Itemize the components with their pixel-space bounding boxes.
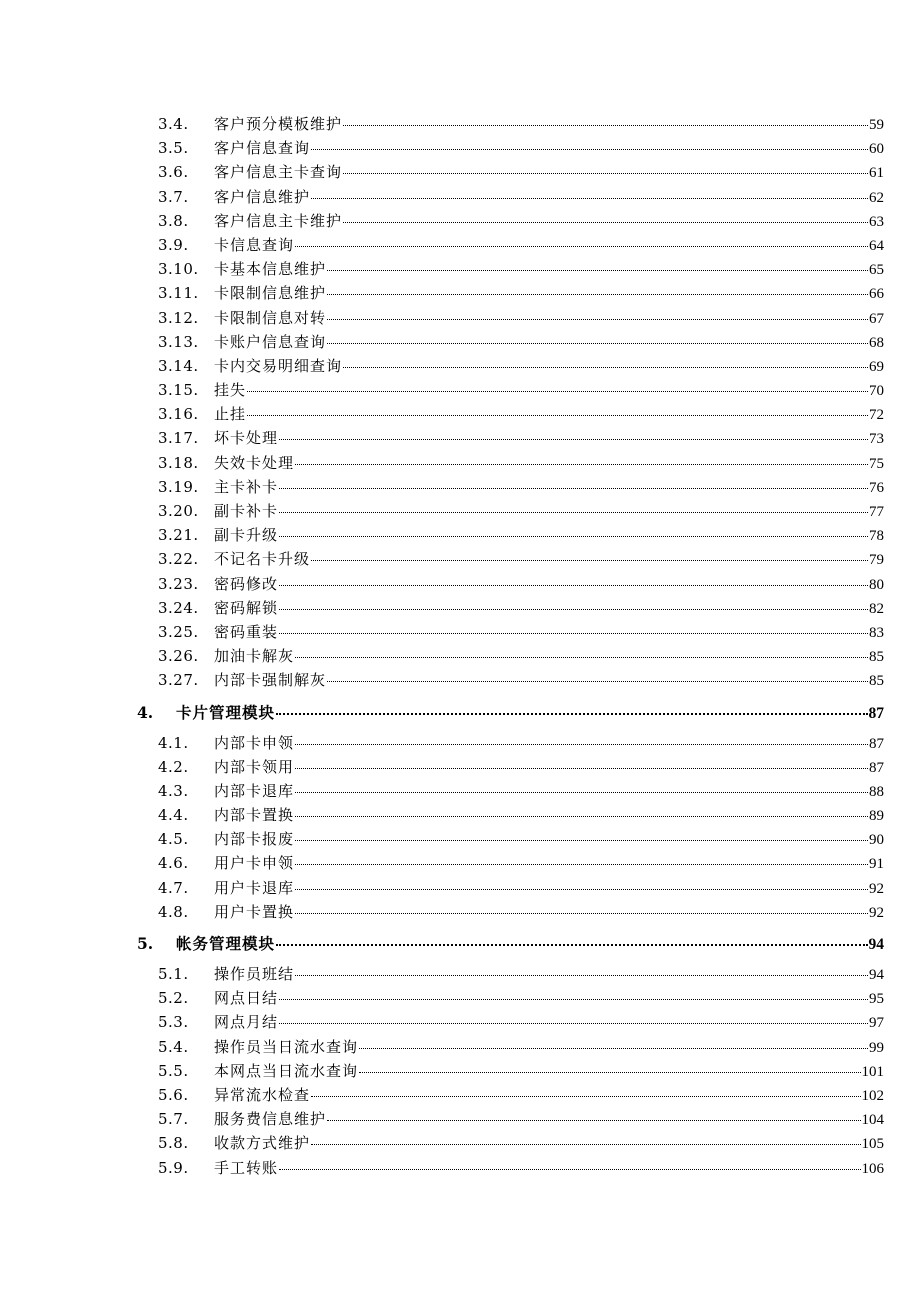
dot-leader [295, 657, 868, 658]
entry-number: 3.6. [158, 163, 189, 182]
entry-number: 3.10. [158, 260, 199, 279]
entry-page: 83 [869, 624, 884, 641]
entry-number: 3.19. [158, 477, 199, 496]
entry-title: 密码重装 [214, 622, 279, 641]
entry-number: 3.17. [158, 429, 199, 448]
entry-page: 105 [861, 1136, 884, 1153]
toc-entry[interactable] [0, 755, 920, 779]
entry-number: 3.8. [158, 211, 189, 230]
dot-leader [295, 792, 868, 793]
dot-leader [295, 889, 868, 890]
entry-title: 坏卡处理 [214, 429, 279, 448]
dot-leader [327, 294, 868, 295]
dot-leader [295, 768, 868, 769]
toc-entry[interactable] [0, 962, 920, 986]
entry-title: 用户卡申领 [214, 854, 295, 873]
toc-entry[interactable] [0, 986, 920, 1010]
entry-title: 客户信息主卡查询 [214, 163, 343, 182]
entry-page: 104 [861, 1112, 884, 1129]
toc-entry[interactable] [0, 827, 920, 851]
toc-entry[interactable] [0, 523, 920, 547]
entry-title: 主卡补卡 [214, 477, 279, 496]
entry-number: 5.5. [158, 1061, 189, 1080]
entry-number: 3.27. [158, 671, 199, 690]
entry-title: 用户卡置换 [214, 902, 295, 921]
entry-title: 卡基本信息维护 [214, 260, 327, 279]
toc-entry[interactable] [0, 475, 920, 499]
toc-entry[interactable] [0, 547, 920, 571]
entry-title: 挂失 [214, 381, 247, 400]
entry-title: 密码修改 [214, 574, 279, 593]
section-5-entries [0, 962, 920, 1180]
dot-leader [279, 439, 868, 440]
dot-leader [247, 415, 868, 416]
entry-number: 3.15. [158, 381, 199, 400]
entry-number: 3.13. [158, 332, 199, 351]
dot-leader [311, 198, 868, 199]
entry-page: 66 [869, 286, 884, 303]
dot-leader [279, 536, 868, 537]
toc-entry[interactable] [0, 803, 920, 827]
entry-page: 97 [869, 1015, 884, 1032]
entry-number: 4.8. [158, 902, 189, 921]
entry-page: 82 [869, 600, 884, 617]
toc-entry[interactable] [0, 136, 920, 160]
toc-entry[interactable] [0, 451, 920, 475]
toc-entry[interactable] [0, 499, 920, 523]
toc-entry[interactable] [0, 378, 920, 402]
toc-entry[interactable] [0, 185, 920, 209]
toc-entry[interactable] [0, 620, 920, 644]
toc-entry[interactable] [0, 900, 920, 924]
entry-page: 94 [869, 967, 884, 983]
toc-entry[interactable] [0, 572, 920, 596]
entry-page: 67 [869, 310, 884, 327]
entry-number: 5.2. [158, 989, 189, 1008]
entry-page: 88 [869, 783, 884, 800]
entry-page: 90 [869, 832, 884, 849]
chapter-page: 94 [868, 936, 884, 953]
entry-page: 102 [861, 1087, 884, 1104]
dot-leader [247, 391, 868, 392]
entry-title: 客户信息查询 [214, 139, 311, 158]
chapter-title: 卡片管理模块 [176, 702, 276, 722]
dot-leader [279, 609, 868, 610]
entry-number: 5.7. [158, 1110, 189, 1129]
entry-title: 用户卡退库 [214, 878, 295, 897]
entry-title: 操作员当日流水查询 [214, 1037, 359, 1056]
entry-number: 3.12. [158, 308, 199, 327]
entry-page: 92 [869, 904, 884, 921]
entry-page: 92 [869, 880, 884, 897]
dot-leader [359, 1072, 860, 1073]
entry-number: 5.4. [158, 1037, 189, 1056]
entry-title: 网点月结 [214, 1013, 279, 1032]
toc-entry[interactable] [0, 233, 920, 257]
entry-number: 3.20. [158, 502, 199, 520]
chapter-page: 87 [868, 704, 884, 722]
dot-leader [359, 1048, 868, 1049]
dot-leader [311, 1096, 860, 1097]
entry-number: 3.4. [158, 115, 189, 133]
entry-page: 87 [869, 735, 884, 752]
entry-title: 卡账户信息查询 [214, 332, 327, 351]
dot-leader [343, 222, 868, 223]
entry-number: 3.5. [158, 139, 189, 158]
chapter-number: 4. [137, 702, 154, 722]
dot-leader [311, 149, 868, 150]
dot-leader [295, 864, 868, 865]
entry-title: 内部卡强制解灰 [214, 671, 327, 690]
dot-leader [295, 975, 868, 976]
entry-number: 3.11. [158, 284, 199, 303]
toc-entry[interactable] [0, 426, 920, 450]
dot-leader [343, 125, 868, 126]
entry-title: 内部卡置换 [214, 806, 295, 825]
entry-page: 65 [869, 262, 884, 279]
dot-leader [327, 319, 868, 320]
dot-leader [343, 173, 868, 174]
toc-entry[interactable] [0, 731, 920, 755]
entry-page: 62 [869, 189, 884, 206]
entry-page: 106 [861, 1160, 884, 1177]
entry-page: 91 [869, 856, 884, 873]
entry-number: 3.25. [158, 622, 199, 641]
toc-entry[interactable] [0, 1059, 920, 1083]
entry-number: 3.26. [158, 647, 199, 666]
toc-entry[interactable] [0, 851, 920, 875]
entry-title: 副卡补卡 [214, 502, 279, 520]
dot-leader [343, 367, 868, 368]
entry-page: 89 [869, 808, 884, 825]
entry-title: 不记名卡升级 [214, 550, 311, 569]
entry-number: 5.3. [158, 1013, 189, 1032]
entry-number: 5.8. [158, 1134, 189, 1153]
toc-entry[interactable] [0, 160, 920, 184]
entry-number: 4.6. [158, 854, 189, 873]
entry-title: 网点日结 [214, 989, 279, 1008]
dot-leader [295, 464, 868, 465]
entry-page: 78 [869, 528, 884, 545]
chapter-number: 5. [137, 934, 154, 953]
entry-number: 4.2. [158, 757, 189, 776]
entry-title: 异常流水检查 [214, 1085, 311, 1104]
entry-number: 3.14. [158, 356, 199, 375]
dot-leader [279, 488, 868, 489]
entry-number: 4.1. [158, 733, 189, 752]
toc-entry[interactable] [0, 402, 920, 426]
toc-entry[interactable] [0, 668, 920, 692]
entry-page: 64 [869, 237, 884, 254]
entry-page: 85 [869, 673, 884, 690]
entry-page: 70 [869, 383, 884, 400]
toc-entry[interactable] [0, 1010, 920, 1034]
entry-title: 内部卡退库 [214, 781, 295, 800]
entry-page: 75 [869, 455, 884, 472]
toc-entry[interactable] [0, 644, 920, 668]
toc-entry[interactable] [0, 1156, 920, 1180]
dot-leader [279, 633, 868, 634]
toc-chapter-5[interactable] [0, 932, 920, 956]
entry-page: 76 [869, 479, 884, 496]
dot-leader [276, 944, 867, 946]
toc-entry[interactable] [0, 1107, 920, 1131]
entry-title: 操作员班结 [214, 965, 295, 983]
entry-page: 59 [869, 117, 884, 133]
dot-leader [279, 999, 868, 1000]
entry-title: 内部卡报废 [214, 830, 295, 849]
entry-number: 4.5. [158, 830, 189, 849]
dot-leader [327, 1120, 860, 1121]
entry-title: 副卡升级 [214, 526, 279, 545]
entry-number: 4.4. [158, 806, 189, 825]
entry-page: 77 [869, 504, 884, 520]
dot-leader [327, 681, 868, 682]
entry-number: 5.1. [158, 965, 189, 983]
entry-title: 收款方式维护 [214, 1134, 311, 1153]
toc-entry[interactable] [0, 876, 920, 900]
toc-entry[interactable] [0, 1035, 920, 1059]
toc-entry[interactable] [0, 330, 920, 354]
dot-leader [295, 744, 868, 745]
table-of-contents [0, 112, 920, 1180]
entry-number: 4.7. [158, 878, 189, 897]
entry-page: 60 [869, 141, 884, 158]
toc-entry[interactable] [0, 779, 920, 803]
entry-number: 3.18. [158, 453, 199, 472]
entry-number: 4.3. [158, 781, 189, 800]
entry-page: 99 [869, 1039, 884, 1056]
dot-leader [311, 1144, 860, 1145]
entry-title: 卡限制信息维护 [214, 284, 327, 303]
entry-page: 73 [869, 431, 884, 448]
entry-title: 加油卡解灰 [214, 647, 295, 666]
entry-number: 3.7. [158, 187, 189, 206]
toc-entry[interactable] [0, 1083, 920, 1107]
entry-number: 3.16. [158, 405, 199, 424]
entry-title: 止挂 [214, 405, 247, 424]
toc-entry[interactable] [0, 281, 920, 305]
entry-title: 客户预分模板维护 [214, 115, 343, 133]
entry-number: 5.6. [158, 1085, 189, 1104]
entry-number: 5.9. [158, 1158, 189, 1177]
entry-page: 68 [869, 334, 884, 351]
toc-entry[interactable] [0, 1131, 920, 1155]
section-3-entries [0, 112, 920, 693]
entry-title: 本网点当日流水查询 [214, 1061, 359, 1080]
entry-number: 3.23. [158, 574, 199, 593]
toc-entry[interactable] [0, 596, 920, 620]
dot-leader [276, 713, 867, 715]
entry-number: 3.22. [158, 550, 199, 569]
entry-page: 79 [869, 552, 884, 569]
entry-number: 3.24. [158, 598, 199, 617]
entry-title: 内部卡申领 [214, 733, 295, 752]
entry-title: 客户信息主卡维护 [214, 211, 343, 230]
dot-leader [279, 585, 868, 586]
entry-title: 密码解锁 [214, 598, 279, 617]
entry-title: 卡限制信息对转 [214, 308, 327, 327]
dot-leader [295, 816, 868, 817]
toc-entry[interactable] [0, 209, 920, 233]
dot-leader [279, 512, 868, 513]
chapter-title: 帐务管理模块 [176, 934, 276, 953]
toc-entry[interactable] [0, 306, 920, 330]
dot-leader [295, 840, 868, 841]
entry-title: 卡信息查询 [214, 235, 295, 254]
entry-title: 失效卡处理 [214, 453, 295, 472]
entry-number: 3.9. [158, 235, 189, 254]
entry-title: 卡内交易明细查询 [214, 356, 343, 375]
dot-leader [311, 560, 868, 561]
dot-leader [279, 1169, 860, 1170]
dot-leader [327, 270, 868, 271]
entry-page: 63 [869, 213, 884, 230]
entry-title: 客户信息维护 [214, 187, 311, 206]
entry-title: 内部卡领用 [214, 757, 295, 776]
entry-page: 72 [869, 407, 884, 424]
dot-leader [295, 246, 868, 247]
toc-entry[interactable] [0, 257, 920, 281]
toc-chapter-4[interactable] [0, 701, 920, 725]
section-4-entries [0, 731, 920, 925]
dot-leader [295, 913, 868, 914]
entry-title: 手工转账 [214, 1158, 279, 1177]
toc-entry[interactable] [0, 112, 920, 136]
entry-page: 69 [869, 358, 884, 375]
entry-page: 61 [869, 165, 884, 182]
dot-leader [279, 1023, 868, 1024]
toc-entry[interactable] [0, 354, 920, 378]
entry-number: 3.21. [158, 526, 199, 545]
entry-page: 80 [869, 576, 884, 593]
entry-page: 85 [869, 649, 884, 666]
entry-title: 服务费信息维护 [214, 1110, 327, 1129]
entry-page: 87 [869, 759, 884, 776]
dot-leader [327, 343, 868, 344]
entry-page: 95 [869, 991, 884, 1008]
entry-page: 101 [861, 1063, 884, 1080]
